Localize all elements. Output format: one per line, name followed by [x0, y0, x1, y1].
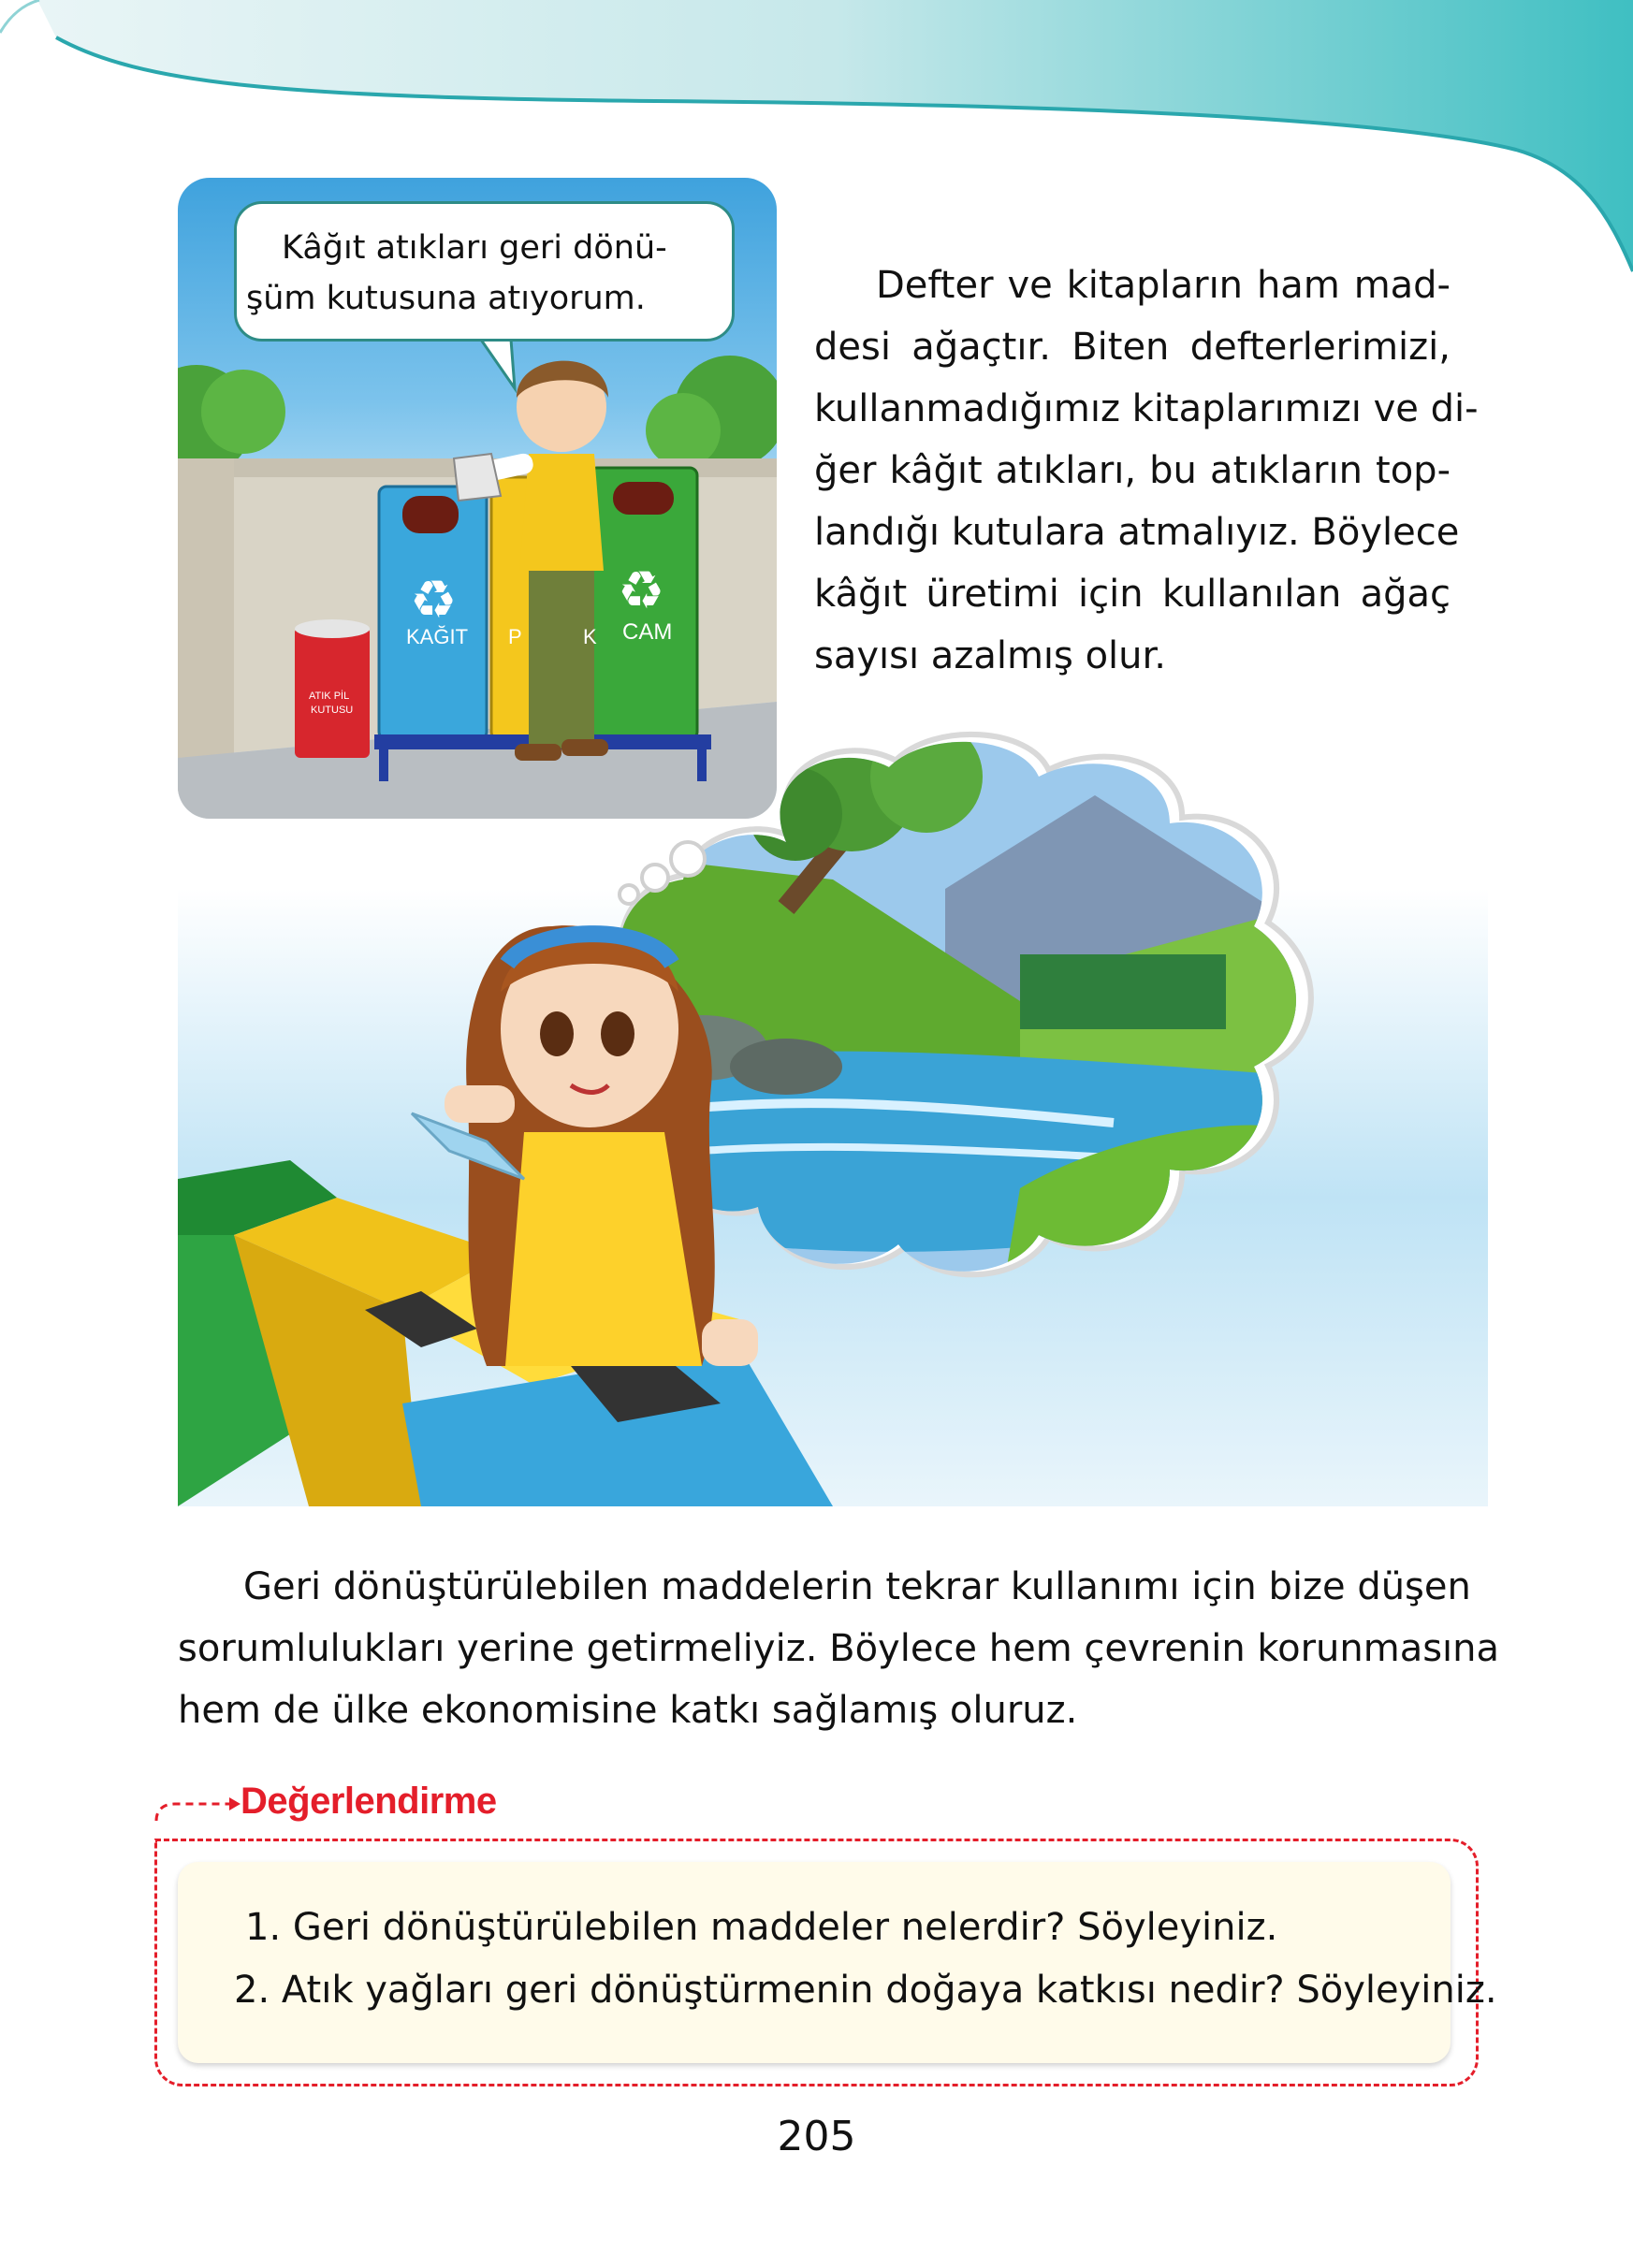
paragraph1-line: desi ağaçtır. Biten defterlerimizi, — [814, 326, 1451, 369]
page-number: 205 — [777, 2113, 856, 2160]
speech-bubble — [234, 201, 735, 342]
speech-bubble-line-1: Kâğıt atıkları geri dönü- — [282, 229, 667, 267]
paragraph2-line: hem de ülke ekonomisine katkı sağlamış oluruz. — [178, 1689, 1078, 1732]
bin-label-plastic-p: P — [508, 625, 522, 648]
paragraph1-line: kâğıt üretimi için kullanılan ağaç — [814, 573, 1451, 616]
paragraph1-line: kullanmadığımız kitaplarımızı ve di- — [814, 387, 1479, 430]
evaluation-arrow-icon — [154, 1783, 248, 1821]
speech-bubble-line-2: şüm kutusuna atıyorum. — [246, 280, 646, 317]
paragraph1-line: sayısı azalmış olur. — [814, 634, 1166, 677]
paragraph1-line: ğer kâğıt atıkları, bu atıkların top- — [814, 449, 1451, 492]
paragraph-responsibilities — [178, 1556, 1500, 1741]
paragraph-paper-recycling — [814, 254, 1479, 687]
paragraph2-line: sorumlulukları yerine getirmeliyiz. Böylece hem çevrenin korunmasına — [178, 1627, 1500, 1670]
battery-box-label-2: KUTUSU — [311, 705, 354, 716]
battery-box-label-1: ATIK PİL — [309, 691, 350, 702]
svg-text:♻: ♻ — [410, 570, 458, 631]
bin-label-glass: CAM — [622, 619, 673, 645]
evaluation-question-2: 2. Atık yağları geri dönüştürmenin doğaya katkısı nedir? Söyleyiniz. — [234, 1969, 1497, 2012]
paragraph1-line: landığı kutulara atmalıyız. Böylece — [814, 511, 1460, 554]
bin-label-plastic-k: K — [583, 625, 597, 648]
paragraph1-line: Defter ve kitapların ham mad- — [876, 264, 1451, 307]
girl-recycling-bottle-illustration — [178, 711, 1488, 1506]
bin-label-paper: KAĞIT — [406, 625, 469, 648]
svg-text:♻: ♻ — [618, 560, 665, 621]
evaluation-title: Değerlendirme — [241, 1781, 497, 1822]
evaluation-question-1: 1. Geri dönüştürülebilen maddeler nelerdir? Söyleyiniz. — [245, 1906, 1278, 1949]
paragraph2-line: Geri dönüştürülebilen maddelerin tekrar kullanımı için bize düşen — [243, 1565, 1471, 1608]
